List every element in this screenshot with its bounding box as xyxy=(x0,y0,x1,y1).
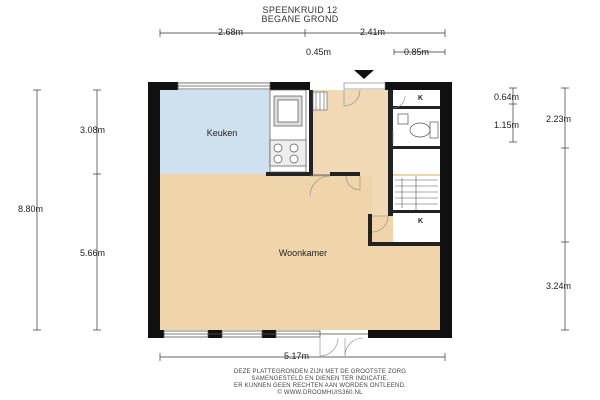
entrance-arrow xyxy=(354,70,374,79)
dim-left-lower: 5.66m xyxy=(80,248,106,258)
dim-bottom-width: 5.17m xyxy=(284,351,310,361)
stairs-floor xyxy=(393,176,440,212)
dim-right-small-top: 0.64m xyxy=(494,92,520,102)
dim-top-left: 2.68m xyxy=(218,27,244,37)
disclaimer-line-4: © WWW.DROOMHUIS360.NL xyxy=(277,390,363,396)
storage-cupboard-label: K xyxy=(418,218,424,225)
dim-top-door-offset: 0.45m xyxy=(306,47,332,57)
room-label-kitchen: Keuken xyxy=(206,128,238,138)
room-label-living: Woonkamer xyxy=(278,248,328,258)
hall-radiator xyxy=(313,92,327,110)
disclaimer-line-2: SAMENGESTELD EN DIENEN TER INDICATIE. xyxy=(251,376,389,382)
top-window xyxy=(178,83,270,89)
disclaimer-line-3: ER KUNNEN GEEN RECHTEN AAN WORDEN ONTLEEND. xyxy=(234,383,406,389)
dim-right-small-bottom: 1.15m xyxy=(494,120,520,130)
plan-floor-name: BEGANE GROND xyxy=(261,14,339,24)
kitchen-counter xyxy=(270,90,306,172)
dim-right-upper: 2.23m xyxy=(546,114,572,124)
dim-top-right: 2.41m xyxy=(360,27,386,37)
dim-top-right-offset: 0.85m xyxy=(404,47,430,57)
dim-left-total: 8.80m xyxy=(18,204,44,214)
meter-cupboard-floor xyxy=(393,90,440,108)
bottom-windows xyxy=(164,331,320,337)
dim-left-upper: 3.08m xyxy=(80,125,106,135)
disclaimer-line-1: DEZE PLATTEGRONDEN ZIJN MET DE GROOTSTE ZORG xyxy=(233,369,407,375)
meter-cupboard-label: K xyxy=(418,95,424,102)
dim-right-lower: 3.24m xyxy=(546,281,572,291)
plan-address: SPEENKRUID 12 xyxy=(262,5,338,15)
storage-floor xyxy=(393,212,440,246)
front-door-gap xyxy=(344,83,385,89)
